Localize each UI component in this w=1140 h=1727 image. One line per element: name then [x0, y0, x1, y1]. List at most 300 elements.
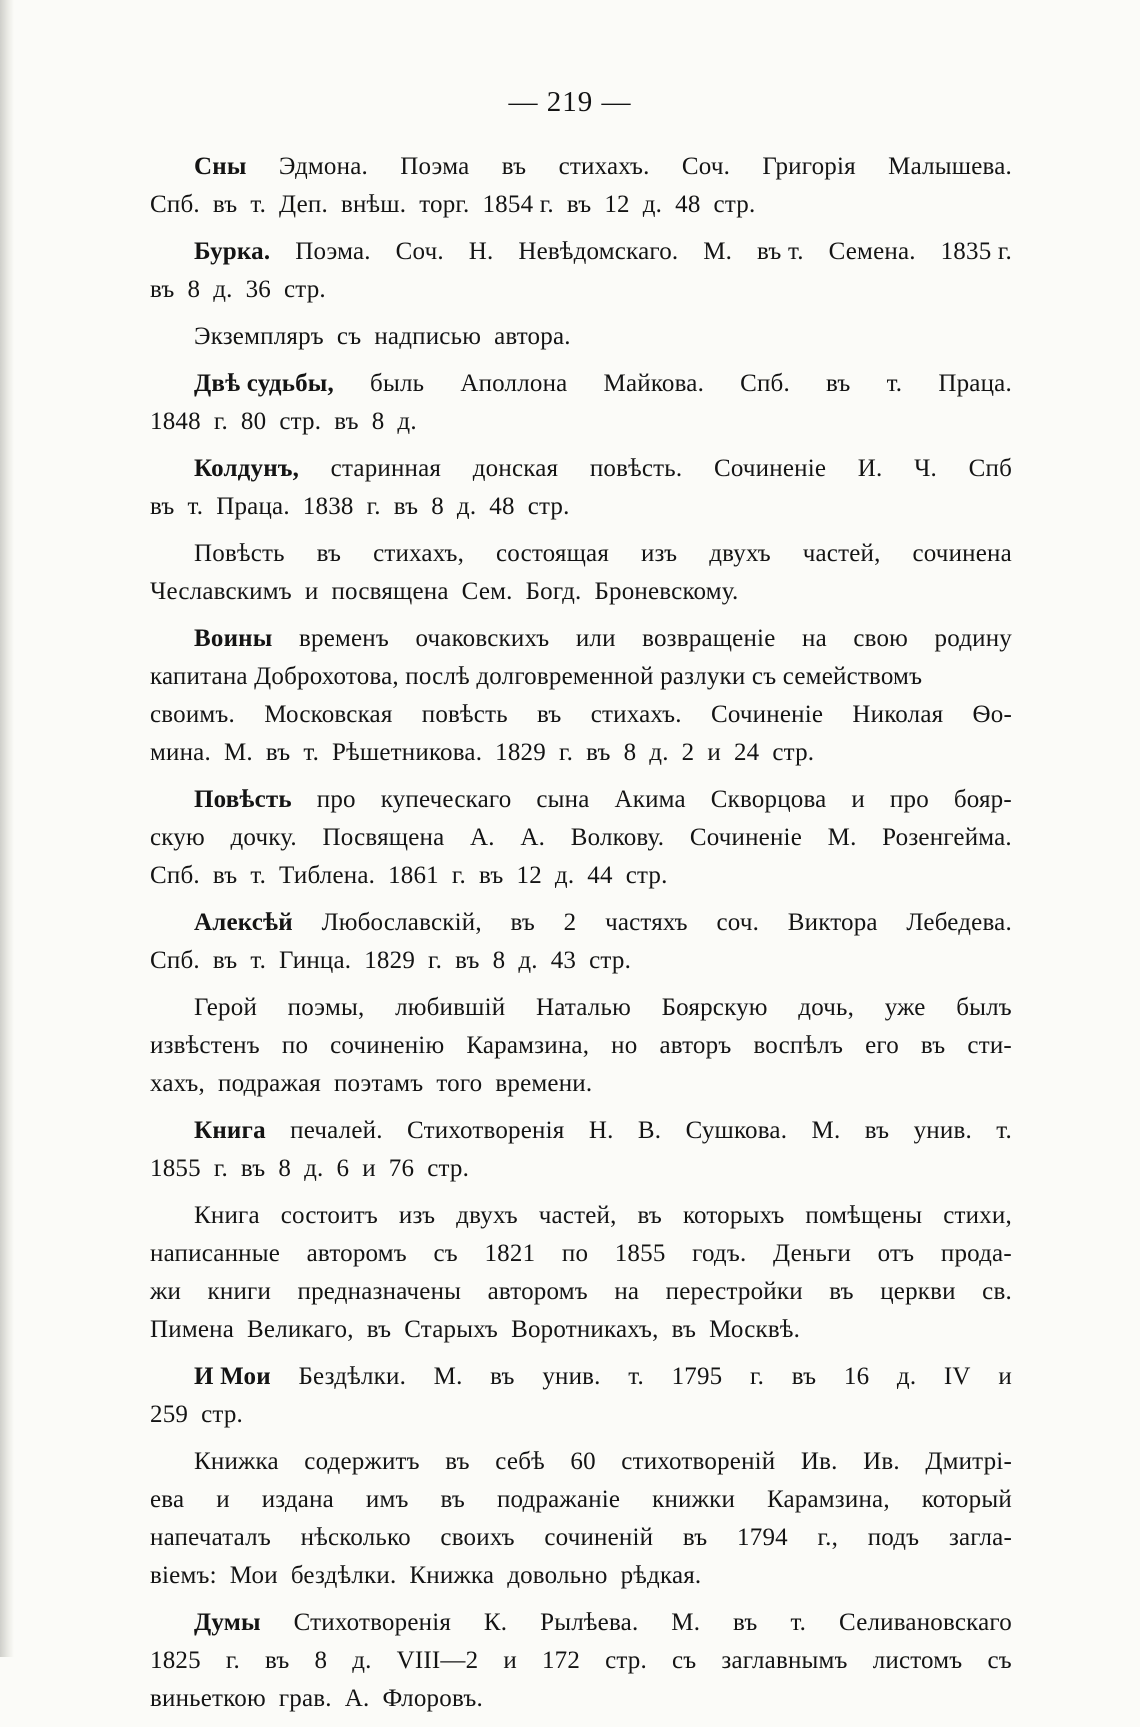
word: дочь, [798, 994, 855, 1021]
word: Ив. [800, 1448, 838, 1475]
word: и [998, 1363, 1012, 1390]
word: Сушкова. [685, 1117, 788, 1144]
catalog-entry [150, 365, 1012, 441]
word: грав. [278, 1685, 332, 1712]
word: Книжка [409, 1562, 495, 1589]
word: т. [886, 370, 903, 397]
word: Спб. [150, 947, 200, 974]
word: Н. [588, 1117, 614, 1144]
word: Спб. [150, 862, 200, 889]
page-number: — 219 — [508, 86, 632, 118]
word: въ [920, 1032, 946, 1059]
entry-line [150, 271, 1012, 309]
word: надписью [374, 323, 482, 350]
word: стр. [605, 1647, 647, 1674]
catalog-entry [150, 450, 1012, 526]
word: 8 [371, 408, 385, 435]
word: мина. [150, 739, 211, 766]
word: стихотвореній [621, 1448, 776, 1475]
word: 8 [278, 1155, 292, 1182]
word: Ив. [863, 1448, 900, 1475]
word: стихи, [943, 1202, 1012, 1229]
entry-line [150, 1680, 1012, 1718]
word: по [561, 1240, 589, 1267]
word: г. [428, 947, 443, 974]
word: въ [212, 947, 238, 974]
word: соч. [716, 909, 760, 936]
word: съ [987, 1647, 1012, 1674]
word: Волкову. [570, 824, 665, 851]
word: Экземпляръ [194, 323, 324, 350]
word: Скворцова [710, 786, 827, 813]
word: стр. [284, 276, 326, 303]
word: жи [150, 1278, 182, 1305]
word: т. [187, 493, 204, 520]
word: д. [896, 1363, 917, 1390]
page-body [150, 148, 1012, 1727]
word: на [801, 625, 827, 652]
word: 6 [336, 1155, 350, 1182]
catalog-entry [150, 620, 1012, 772]
word: Ч. [914, 455, 937, 482]
word: своимъ. [150, 701, 236, 728]
word: 44 [587, 862, 613, 889]
word: поэтамъ [333, 1070, 424, 1097]
catalog-entry [150, 1604, 1012, 1718]
word: т. [790, 1609, 807, 1636]
word: И. [857, 455, 883, 482]
word: авторомъ [306, 1240, 407, 1267]
word: М. [827, 824, 857, 851]
entry-line [150, 819, 1012, 857]
word: и [503, 1647, 517, 1674]
entry-line [150, 186, 1012, 224]
word: Поэма [400, 153, 470, 180]
word: и [216, 1486, 230, 1513]
entry-title: Повѣсть [194, 786, 292, 813]
word: въ [455, 947, 480, 974]
word: отъ [877, 1240, 915, 1267]
word: издана [261, 1486, 334, 1513]
word: унив. [913, 1117, 972, 1144]
word: съ [336, 323, 362, 350]
word: которыхъ [682, 1202, 785, 1229]
word: д. [456, 493, 477, 520]
catalog-entry [150, 781, 1012, 895]
word: стихахъ. [558, 153, 650, 180]
word: д. [304, 1155, 324, 1182]
word: Чеславскимъ [150, 578, 292, 605]
word: г. [213, 408, 228, 435]
catalog-entry [150, 318, 1012, 356]
entry-line [150, 488, 1012, 526]
word: т. [996, 1117, 1012, 1144]
word: Книжка [194, 1448, 279, 1475]
word: стр. [625, 862, 668, 889]
word: 48 [489, 493, 515, 520]
word: Стихотворенія [407, 1117, 565, 1144]
word: 1835 г. [940, 238, 1012, 265]
word: стр. [279, 408, 322, 435]
word: Тиблена. [279, 862, 376, 889]
catalog-entry [150, 535, 1012, 611]
word: въ [864, 1117, 890, 1144]
word: въ [440, 1486, 466, 1513]
word: уже [884, 994, 926, 1021]
word: книги [207, 1278, 272, 1305]
entry-title: Сны [194, 153, 247, 180]
word: внѣш. [340, 191, 407, 218]
word: Дмитрі- [925, 1448, 1012, 1475]
entry-line [150, 1396, 1012, 1434]
word: Праца. [938, 370, 1012, 397]
word: въ [637, 1202, 663, 1229]
word: на [614, 1278, 640, 1305]
word: купеческаго [380, 786, 512, 813]
word: 48 [675, 191, 701, 218]
scan-edge-shadow [0, 0, 14, 1657]
entry-line [150, 696, 1012, 734]
word: Великаго, [247, 1316, 354, 1343]
word: въ [501, 153, 527, 180]
word: д. [554, 862, 575, 889]
entry-line [150, 658, 1012, 696]
entry-first-line [150, 781, 1012, 819]
word: г. [750, 1363, 765, 1390]
word: того [436, 1070, 483, 1097]
word: про [889, 786, 929, 813]
entry-line [150, 1642, 1012, 1680]
word: печалей. [290, 1117, 383, 1144]
word: въ [334, 408, 359, 435]
entry-line [150, 942, 1012, 980]
word: въ [490, 1363, 515, 1390]
word: 12 [604, 191, 630, 218]
word: въ [825, 370, 851, 397]
word: Деп. [279, 191, 328, 218]
word: въ [566, 191, 592, 218]
word: Виктора [787, 909, 878, 936]
entry-title: Двѣ судьбы, [194, 370, 334, 397]
word: Деньги [773, 1240, 852, 1267]
word: частяхъ [605, 909, 688, 936]
entry-first-line [150, 1604, 1012, 1642]
word: д. [352, 1647, 372, 1674]
word: въ [537, 701, 562, 728]
word: состоитъ [280, 1202, 378, 1229]
word: очаковскихъ [415, 625, 550, 652]
word: Книга [194, 1202, 260, 1229]
word: нѣсколько [300, 1524, 411, 1551]
catalog-entry [150, 1112, 1012, 1188]
word: VIII—2 [396, 1647, 479, 1674]
word: возвращеніе [642, 625, 776, 652]
word: въ [671, 1316, 697, 1343]
word: въ [478, 862, 504, 889]
word: изъ [398, 1202, 436, 1229]
word: т. [250, 947, 267, 974]
word: Богд. [525, 578, 582, 605]
word: про [316, 786, 356, 813]
entry-title: Думы [194, 1609, 261, 1636]
word: подражая [218, 1070, 321, 1097]
entry-first-line [150, 535, 1012, 573]
word: д. [642, 191, 663, 218]
word: свою [853, 625, 909, 652]
word: стр. [589, 947, 632, 974]
word: повѣсть. [589, 455, 683, 482]
word: Воротникахъ, [511, 1316, 659, 1343]
word: 1825 [150, 1647, 201, 1674]
word: А. [344, 1685, 370, 1712]
word: съ [671, 1647, 697, 1674]
word: въ [212, 191, 238, 218]
entry-line [150, 1273, 1012, 1311]
word: А. [520, 824, 546, 851]
word: Флоровъ. [382, 1685, 483, 1712]
word: быль [370, 370, 425, 397]
word: Лебедева. [906, 909, 1012, 936]
word: 2 [681, 739, 695, 766]
word: 1861 [388, 862, 439, 889]
word: 2 [563, 909, 577, 936]
word: двухъ [709, 540, 771, 567]
word: М. [223, 739, 253, 766]
word: ева [150, 1486, 185, 1513]
word: 259 [150, 1401, 189, 1428]
word: въ [212, 862, 238, 889]
word: изъ [640, 540, 678, 567]
entry-line [150, 1150, 1012, 1188]
word: Невѣдомскаго. [518, 238, 679, 265]
word: Соч. [395, 238, 444, 265]
word: 80 [240, 408, 267, 435]
word: рѣдкая. [620, 1562, 702, 1589]
entry-first-line [150, 233, 1012, 271]
word: г. [558, 739, 574, 766]
entry-line [150, 734, 1012, 772]
word: листомъ [872, 1647, 963, 1674]
word: въ т. [757, 238, 804, 265]
entry-title: Книга [194, 1117, 266, 1144]
word: Повѣсть [194, 540, 285, 567]
catalog-entry [150, 1197, 1012, 1349]
word: Москвѣ. [709, 1316, 801, 1343]
word: церкви [880, 1278, 956, 1305]
word: 8 [623, 739, 637, 766]
word: 60 [570, 1448, 596, 1475]
word: св. [982, 1278, 1012, 1305]
word: 43 [550, 947, 577, 974]
word: Мои [229, 1562, 278, 1589]
word: віемъ: [150, 1562, 217, 1589]
entry-first-line [150, 904, 1012, 942]
word: стихахъ. [590, 701, 682, 728]
word: 1854 г. [482, 191, 554, 218]
word: перестройки [665, 1278, 803, 1305]
word: Сочиненіе [710, 701, 824, 728]
word: въ [240, 1155, 266, 1182]
word: скую [150, 824, 205, 851]
word: В. [637, 1117, 662, 1144]
word: былъ [956, 994, 1012, 1021]
entry-line [150, 1481, 1012, 1519]
catalog-entry [150, 148, 1012, 224]
entry-title: Бурка. [194, 238, 271, 265]
entry-first-line [150, 450, 1012, 488]
entry-first-line [150, 1197, 1012, 1235]
word: Аполлона [460, 370, 568, 397]
word: т. [303, 739, 320, 766]
word: и [851, 786, 865, 813]
entry-line [150, 1557, 1012, 1595]
word: Сем. [461, 578, 513, 605]
word: Герой [194, 994, 258, 1021]
entry-first-line [150, 1443, 1012, 1481]
entry-first-line [150, 365, 1012, 403]
word: стр. [427, 1155, 470, 1182]
word: 1838 [302, 493, 354, 520]
word: Поэма. [295, 238, 371, 265]
word: времени. [495, 1070, 593, 1097]
word: донская [472, 455, 559, 482]
word: частей, [538, 1202, 617, 1229]
word: Карамзина, [466, 1032, 590, 1059]
entry-line [150, 1065, 1012, 1103]
word: бездѣлки. [290, 1562, 397, 1589]
entry-title: Алексѣй [194, 909, 293, 936]
word: Н. [468, 238, 494, 265]
entry-first-line [150, 148, 1012, 186]
entry-first-line [150, 1112, 1012, 1150]
word: въ [682, 1524, 708, 1551]
entry-line [150, 1027, 1012, 1065]
word: Наталью [535, 994, 631, 1021]
entry-line [150, 1311, 1012, 1349]
word: состоящая [495, 540, 610, 567]
word: Эдмона. [278, 153, 368, 180]
catalog-entry [150, 989, 1012, 1103]
word: Посвящена [322, 824, 445, 851]
word: стихахъ, [373, 540, 465, 567]
word: д. [649, 739, 669, 766]
entry-line [150, 1235, 1012, 1273]
word: по [281, 1032, 309, 1059]
word: помѣщены [805, 1202, 923, 1229]
word: заглавнымъ [721, 1647, 848, 1674]
word: загла- [948, 1524, 1012, 1551]
word: 24 [733, 739, 760, 766]
word: т. [250, 191, 267, 218]
word: Ѳо- [972, 701, 1012, 728]
word: 8 [314, 1647, 328, 1674]
word: частей, [802, 540, 881, 567]
word: въ [445, 1448, 470, 1475]
entry-line [150, 403, 1012, 441]
word: стр. [713, 191, 756, 218]
word: воспѣлъ [753, 1032, 844, 1059]
word: М. [433, 1363, 463, 1390]
word: 172 [541, 1647, 581, 1674]
word: 1855 [150, 1155, 201, 1182]
word: Старыхъ [404, 1316, 499, 1343]
word: г. [225, 1647, 240, 1674]
word: но [611, 1032, 638, 1059]
word: извѣстенъ [150, 1032, 260, 1059]
catalog-entry [150, 1443, 1012, 1595]
word: К. [483, 1609, 508, 1636]
entry-first-line [150, 318, 1012, 356]
word: и [707, 739, 721, 766]
entry-first-line [150, 989, 1012, 1027]
word: сына [536, 786, 590, 813]
word: двухъ [456, 1202, 518, 1229]
word: 1829 [364, 947, 416, 974]
word: д. [518, 947, 538, 974]
word: дочку. [230, 824, 297, 851]
word: въ [264, 1647, 290, 1674]
word: и [362, 1155, 376, 1182]
word: Стихотворенія [293, 1609, 452, 1636]
entry-title: Колдунъ, [194, 455, 300, 482]
word: Пимена [150, 1316, 235, 1343]
word: 12 [516, 862, 542, 889]
word: себѣ [495, 1448, 545, 1475]
word: М. [671, 1609, 701, 1636]
word: г. [213, 1155, 228, 1182]
word: 8 [431, 493, 444, 520]
word: который [921, 1486, 1012, 1513]
word: бояр- [953, 786, 1012, 813]
word: его [865, 1032, 899, 1059]
word: 1848 [150, 408, 201, 435]
word: въ [829, 1278, 854, 1305]
word: имъ [365, 1486, 409, 1513]
word: въ [150, 276, 175, 303]
word: довольно [507, 1562, 608, 1589]
word: предназначены [297, 1278, 462, 1305]
word: М. [811, 1117, 841, 1144]
entry-line [150, 857, 1012, 895]
word: 1829 [495, 739, 546, 766]
word: сочиненію [330, 1032, 445, 1059]
catalog-entry [150, 904, 1012, 980]
word: Праца. [216, 493, 290, 520]
word: въ [316, 540, 342, 567]
word: прода- [940, 1240, 1012, 1267]
word: 8 [492, 947, 506, 974]
word: Гинца. [279, 947, 352, 974]
word: съ [433, 1240, 458, 1267]
word: Майкова. [603, 370, 705, 397]
word: написанные [150, 1240, 281, 1267]
entry-line [150, 573, 1012, 611]
word: унив. [542, 1363, 601, 1390]
entry-first-line [150, 1358, 1012, 1396]
word: А. [470, 824, 495, 851]
word: стр. [772, 739, 815, 766]
word: М. [703, 238, 733, 265]
word: Боярскую [661, 994, 768, 1021]
word: Малышева. [888, 153, 1012, 180]
word: Любославскій, [321, 909, 482, 936]
word: Сочиненіе [713, 455, 827, 482]
word: содержитъ [304, 1448, 420, 1475]
word: сти- [967, 1032, 1012, 1059]
word: Семена. [828, 238, 916, 265]
word: или [575, 625, 616, 652]
word: Рѣшетникова. [332, 739, 483, 766]
